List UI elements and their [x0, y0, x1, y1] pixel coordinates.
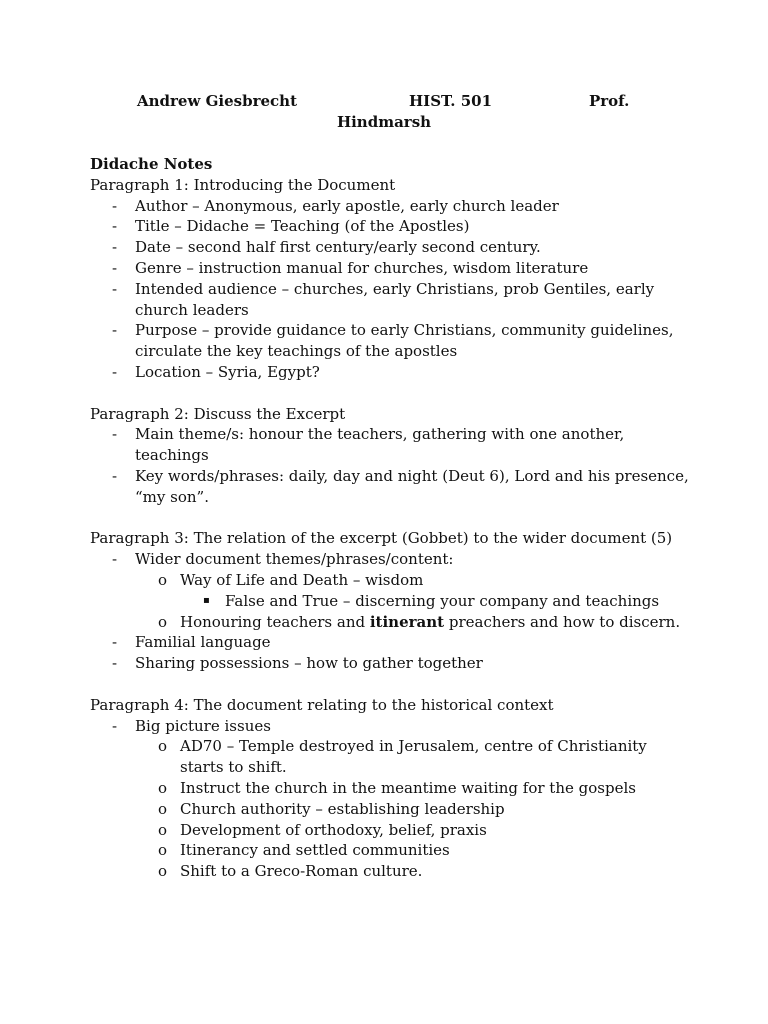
list-item: - Key words/phrases: daily, day and night (Deut 6), Lord and his presence, “my son”.	[112, 466, 689, 506]
list-item: o Church authority – establishing leadership	[158, 799, 505, 818]
circle-bullet: o	[158, 612, 168, 631]
dash-bullet: -	[112, 238, 118, 257]
circle-bullet: o	[158, 737, 168, 756]
document-body	[90, 154, 690, 882]
course-code: HIST. 501	[409, 92, 493, 110]
dash-bullet: -	[112, 258, 118, 277]
list-item: o Shift to a Greco-Roman culture.	[158, 862, 423, 881]
author-name: Andrew Giesbrecht	[137, 92, 298, 110]
list-item: - Wider document themes/phrases/content: o Way of Life and Death – wisdom ▪ False and True – discerning your company and teachings o Honouring teachers and itinerant preachers and how to discern.	[90, 549, 690, 632]
list-item: o Instruct the church in the meantime waiting for the gospels	[158, 778, 636, 797]
paragraph4-list	[90, 716, 690, 882]
header-row	[0, 92, 768, 114]
paragraph1-heading: Paragraph 1: Introducing the Document	[90, 175, 396, 194]
emphasis-itinerant: itinerant	[369, 612, 445, 631]
dash-bullet: -	[112, 425, 118, 444]
circle-bullet: o	[158, 570, 168, 589]
list-item: - Date – second half first century/early second century.	[112, 238, 541, 257]
circle-bullet: o	[158, 841, 168, 860]
dash-bullet: -	[112, 466, 118, 485]
list-item: - Intended audience – churches, early Christians, prob Gentiles, early church leaders	[112, 279, 655, 319]
dash-bullet: -	[112, 321, 118, 340]
dash-bullet: -	[112, 716, 118, 735]
circle-bullet: o	[158, 778, 168, 797]
spacer	[90, 674, 690, 695]
paragraph3-heading: Paragraph 3: The relation of the excerpt (Gobbet) to the wider document (5)	[90, 529, 673, 548]
professor-name: Hindmarsh	[336, 113, 432, 131]
paragraph4-heading: Paragraph 4: The document relating to the historical context	[90, 695, 554, 714]
list-item: o AD70 – Temple destroyed in Jerusalem, centre of Christianity starts to shift.	[158, 737, 647, 777]
professor-title: Prof.	[589, 92, 630, 110]
list-item: o Itinerancy and settled communities	[158, 841, 450, 860]
list-item: - Purpose – provide guidance to early Christians, community guidelines, circulate the key teachings of the apostles	[112, 321, 674, 361]
circle-bullet: o	[158, 862, 168, 881]
dash-bullet: -	[112, 217, 118, 236]
list-item: o Development of orthodoxy, belief, praxis	[158, 820, 487, 839]
list-item: ▪ False and True – discerning your company and teachings	[203, 591, 660, 610]
paragraph3-subsublist	[180, 591, 690, 612]
paragraph3-sublist	[135, 570, 690, 632]
paragraph3-list	[90, 549, 690, 674]
list-item: - Title – Didache = Teaching (of the Apostles)	[112, 217, 470, 236]
paragraph1-list	[90, 196, 690, 383]
dash-bullet: -	[112, 362, 118, 381]
document-title: Didache Notes	[90, 155, 213, 173]
dash-bullet: -	[112, 279, 118, 298]
paragraph2-heading: Paragraph 2: Discuss the Excerpt	[90, 404, 346, 423]
dash-bullet: -	[112, 654, 118, 673]
list-item: - Location – Syria, Egypt?	[112, 362, 320, 381]
list-item: o Honouring teachers and itinerant preachers and how to discern.	[158, 612, 681, 631]
dash-bullet: -	[112, 196, 118, 215]
paragraph4-sublist	[135, 736, 690, 882]
list-item: o Way of Life and Death – wisdom ▪ False and True – discerning your company and teachings	[135, 570, 690, 612]
list-item: - Familial language	[112, 633, 271, 652]
spacer	[90, 508, 690, 529]
spacer	[90, 383, 690, 404]
square-bullet: ▪	[203, 594, 210, 606]
list-item: - Big picture issues o AD70 – Temple destroyed in Jerusalem, centre of Christianity starts to shift. o Instruct the church in the meantime waiting for the gospels o Church authority – establishing leadership o Development of orthodoxy, belief, praxis o Itinerancy and settled communities o Shift to a Greco-Roman culture.	[90, 716, 690, 882]
list-item: - Main theme/s: honour the teachers, gathering with one another, teachings	[112, 425, 625, 465]
list-item: - Genre – instruction manual for churches, wisdom literature	[112, 258, 589, 277]
list-item: - Sharing possessions – how to gather together	[112, 654, 483, 673]
dash-bullet: -	[112, 633, 118, 652]
list-item: - Author – Anonymous, early apostle, early church leader	[112, 196, 559, 215]
dash-bullet: -	[112, 550, 118, 569]
circle-bullet: o	[158, 820, 168, 839]
paragraph2-list	[90, 424, 690, 507]
circle-bullet: o	[158, 799, 168, 818]
